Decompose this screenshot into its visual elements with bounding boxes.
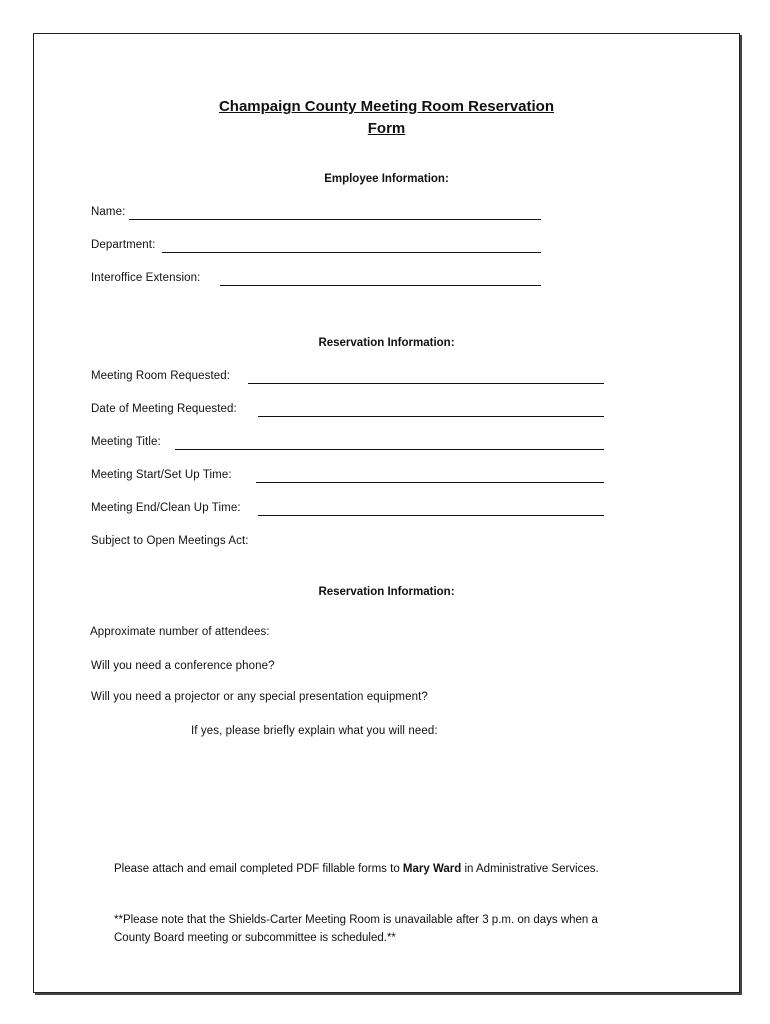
form-title-line2: Form xyxy=(367,120,406,137)
form-title xyxy=(34,96,739,140)
date-field[interactable] xyxy=(258,402,604,417)
reservation-info-heading: Reservation Information: xyxy=(318,337,455,349)
room-field[interactable] xyxy=(248,369,604,384)
contact-name: Mary Ward xyxy=(402,863,462,875)
employee-info-heading: Employee Information: xyxy=(324,173,449,185)
name-field[interactable] xyxy=(129,205,541,220)
submit-instructions xyxy=(114,860,624,878)
extension-label: Interoffice Extension: xyxy=(91,272,201,284)
open-meetings-label: Subject to Open Meetings Act: xyxy=(91,535,249,547)
projector-label: Will you need a projector or any special presentation equipment? xyxy=(91,691,428,703)
meeting-title-label: Meeting Title: xyxy=(91,436,161,448)
name-label: Name: xyxy=(91,206,126,218)
start-time-field[interactable] xyxy=(256,468,604,483)
attendees-label: Approximate number of attendees: xyxy=(90,626,270,638)
conference-phone-label: Will you need a conference phone? xyxy=(91,660,275,672)
submit-instructions-pre: Please attach and email completed PDF fillable forms to xyxy=(114,863,403,875)
availability-note: **Please note that the Shields-Carter Meeting Room is unavailable after 3 p.m. on days when a County Board meeting or subcommittee is scheduled.** xyxy=(114,914,598,944)
reservation-info-heading-2: Reservation Information: xyxy=(318,586,455,598)
form-title-line1: Champaign County Meeting Room Reservation xyxy=(218,98,555,115)
department-field[interactable] xyxy=(162,238,541,253)
extension-field[interactable] xyxy=(220,271,541,286)
start-time-label: Meeting Start/Set Up Time: xyxy=(91,469,232,481)
end-time-field[interactable] xyxy=(258,501,604,516)
room-label: Meeting Room Requested: xyxy=(91,370,231,382)
meeting-title-field[interactable] xyxy=(175,435,604,450)
submit-instructions-post: in Administrative Services. xyxy=(461,863,599,875)
form-page xyxy=(33,33,740,993)
explain-label: If yes, please briefly explain what you will need: xyxy=(191,725,438,737)
department-label: Department: xyxy=(91,239,156,251)
end-time-label: Meeting End/Clean Up Time: xyxy=(91,502,241,514)
date-label: Date of Meeting Requested: xyxy=(91,403,237,415)
